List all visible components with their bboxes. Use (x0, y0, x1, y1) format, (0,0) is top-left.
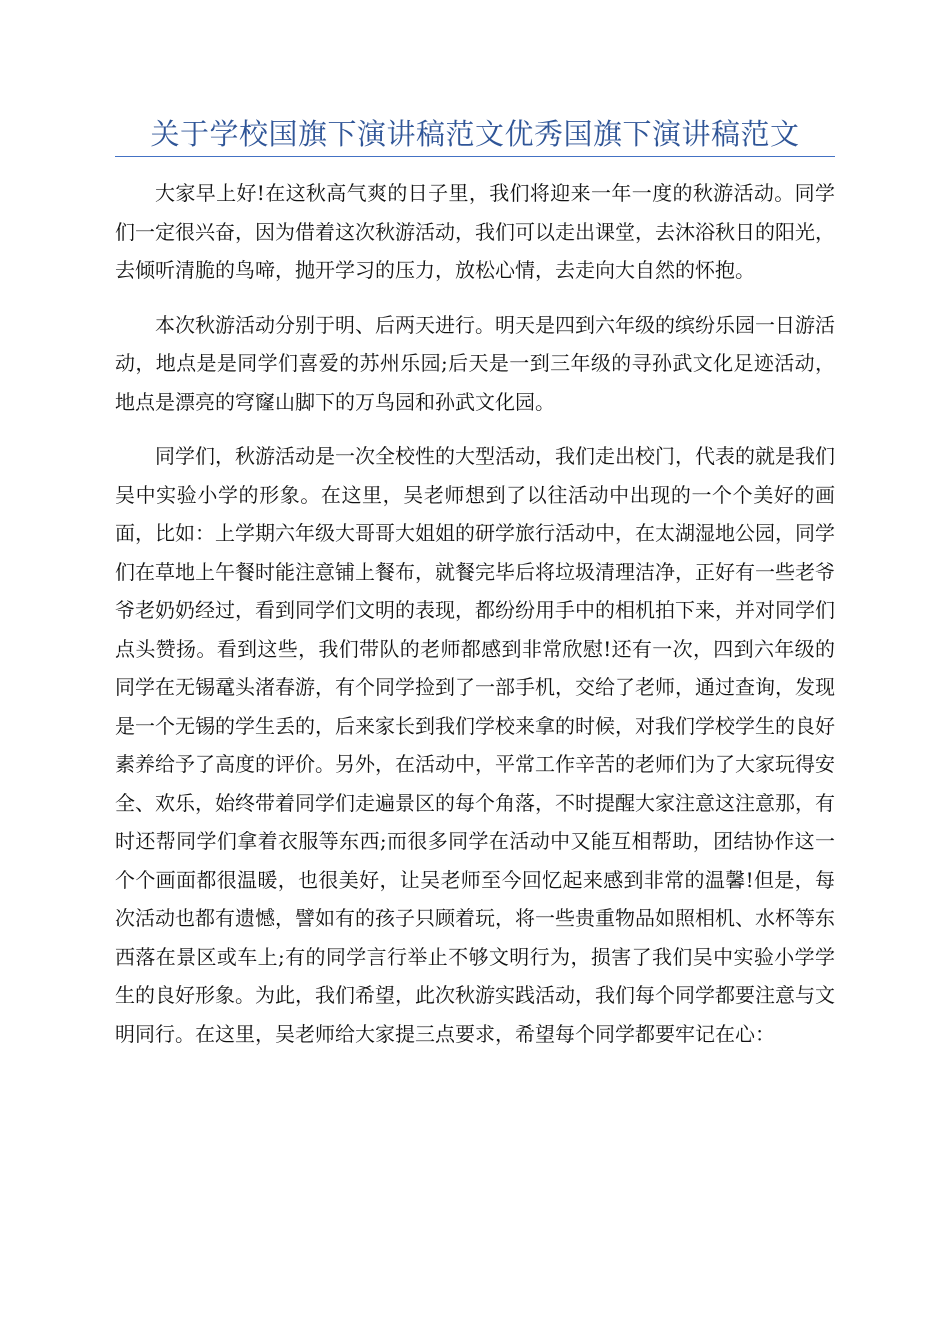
document-title: 关于学校国旗下演讲稿范文优秀国旗下演讲稿范文 (150, 117, 800, 151)
paragraph-3: 同学们，秋游活动是一次全校性的大型活动，我们走出校门，代表的就是我们吴中实验小学的形象。在这里，吴老师想到了以往活动中出现的一个个美好的画面，比如：上学期六年级大哥哥大姐姐的研学旅行活动中，在太湖湿地公园，同学们在草地上午餐时能注意铺上餐布，就餐完毕后将垃圾清理洁净，正好有一些老爷爷老奶奶经过，看到同学们文明的表现，都纷纷用手中的相机拍下来，并对同学们点头赞扬。看到这些，我们带队的老师都感到非常欣慰!还有一次，四到六年级的同学在无锡鼋头渚春游，有个同学捡到了一部手机，交给了老师，通过查询，发现是一个无锡的学生丢的，后来家长到我们学校来拿的时候，对我们学校学生的良好素养给予了高度的评价。另外，在活动中，平常工作辛苦的老师们为了大家玩得安全、欢乐，始终带着同学们走遍景区的每个角落，不时提醒大家注意这注意那，有时还帮同学们拿着衣服等东西;而很多同学在活动中又能互相帮助，团结协作这一个个画面都很温暖，也很美好，让吴老师至今回忆起来感到非常的温馨!但是，每次活动也都有遗憾，譬如有的孩子只顾着玩，将一些贵重物品如照相机、水杯等东西落在景区或车上;有的同学言行举止不够文明行为，损害了我们吴中实验小学学生的良好形象。为此，我们希望，此次秋游实践活动，我们每个同学都要注意与文明同行。在这里，吴老师给大家提三点要求，希望每个同学都要牢记在心： (115, 444, 835, 1046)
title-underline (115, 156, 835, 157)
document-body (115, 174, 835, 1069)
paragraph-1: 大家早上好!在这秋高气爽的日子里，我们将迎来一年一度的秋游活动。同学们一定很兴奋，因为借着这次秋游活动，我们可以走出课堂，去沐浴秋日的阳光，去倾听清脆的鸟啼，抛开学习的压力，放松心情，去走向大自然的怀抱。 (115, 181, 835, 282)
paragraph-2: 本次秋游活动分别于明、后两天进行。明天是四到六年级的缤纷乐园一日游活动，地点是是同学们喜爱的苏州乐园;后天是一到三年级的寻孙武文化足迹活动，地点是漂亮的穹窿山脚下的万鸟园和孙武文化园。 (115, 312, 835, 414)
